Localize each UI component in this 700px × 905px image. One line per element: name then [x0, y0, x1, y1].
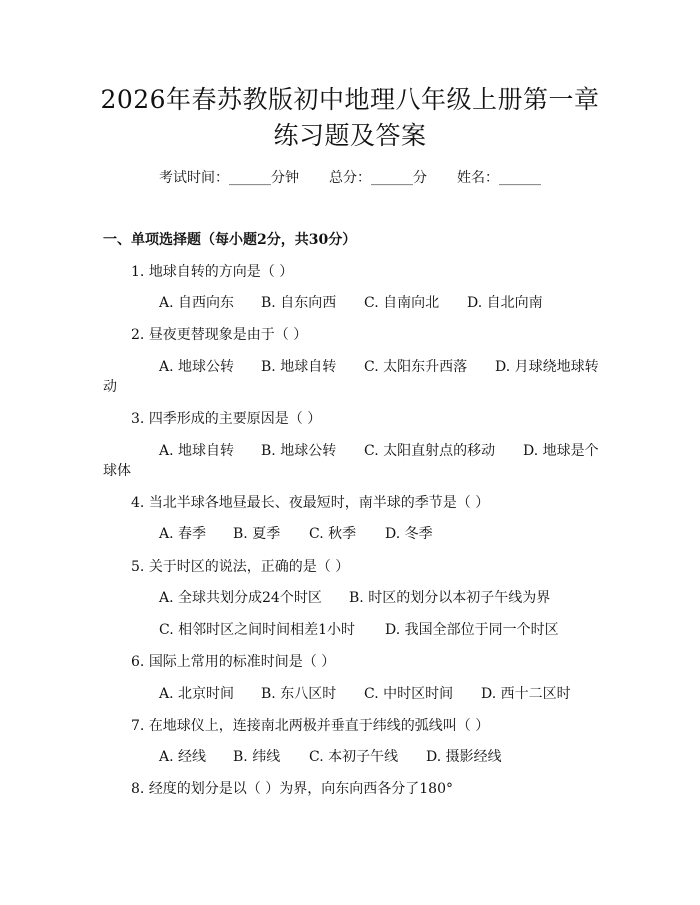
option: D. 自北向南: [467, 295, 543, 311]
option: A. 北京时间: [159, 686, 235, 702]
question-1-options: [159, 293, 543, 313]
option: B. 纬线: [233, 749, 281, 765]
option: D. 摄影经线: [426, 749, 502, 765]
page-title-line-1: 2026年春苏教版初中地理八年级上册第一章: [100, 85, 600, 114]
option: D. 冬季: [385, 526, 433, 542]
option: B. 地球公转: [261, 443, 337, 459]
option: B. 东八区时: [261, 686, 337, 702]
option: B. 地球自转: [261, 359, 337, 375]
question-2-option-wrap: 动: [103, 379, 117, 395]
option: D. 西十二区时: [481, 686, 571, 702]
option: A. 自西向东: [159, 295, 235, 311]
option: D. 地球是个: [523, 443, 599, 459]
option: C. 相邻时区之间时间相差1小时: [159, 622, 356, 638]
exam-time-field: 考试时间：______分钟: [159, 170, 299, 186]
option: C. 秋季: [309, 526, 357, 542]
option: D. 月球绕地球转: [495, 359, 599, 375]
question-3-option-wrap: 球体: [103, 463, 131, 479]
option: B. 夏季: [233, 526, 281, 542]
option: D. 我国全部位于同一个时区: [385, 622, 559, 638]
question-2: 2. 昼夜更替现象是由于（ ）: [131, 327, 308, 343]
option: C. 中时区时间: [364, 686, 454, 702]
option: A. 地球公转: [159, 359, 235, 375]
question-5-options-row-2: [159, 620, 559, 640]
question-5-options-row-1: [159, 588, 550, 608]
page-title-line-2: 练习题及答案: [273, 121, 427, 150]
option: C. 太阳东升西落: [364, 359, 468, 375]
student-name-field: 姓名：______: [457, 170, 541, 186]
option: A. 地球自转: [159, 443, 235, 459]
section-heading: 一、单项选择题（每小题2分，共30分）: [103, 232, 357, 248]
option: C. 太阳直射点的移动: [364, 443, 496, 459]
question-7-options: [159, 747, 502, 767]
question-6-options: [159, 684, 571, 704]
option: B. 自东向西: [261, 295, 337, 311]
option: B. 时区的划分以本初子午线为界: [349, 590, 551, 606]
option: C. 自南向北: [364, 295, 440, 311]
question-2-options: [159, 357, 599, 377]
total-score-field: 总分：______分: [329, 170, 427, 186]
exam-meta: [0, 168, 700, 188]
question-5: 5. 关于时区的说法，正确的是（ ）: [131, 559, 350, 575]
question-4-options: [159, 524, 433, 544]
option: A. 全球共划分成24个时区: [159, 590, 322, 606]
question-6: 6. 国际上常用的标准时间是（ ）: [131, 654, 336, 670]
option: A. 经线: [159, 749, 207, 765]
option: C. 本初子午线: [309, 749, 399, 765]
option: A. 春季: [159, 526, 207, 542]
question-4: 4. 当北半球各地昼最长、夜最短时，南半球的季节是（ ）: [131, 495, 490, 511]
question-8: 8. 经度的划分是以（ ）为界，向东向西各分了180°: [131, 781, 453, 797]
question-3: 3. 四季形成的主要原因是（ ）: [131, 411, 322, 427]
question-1: 1. 地球自转的方向是（ ）: [131, 264, 294, 280]
question-7: 7. 在地球仪上，连接南北两极并垂直于纬线的弧线叫（ ）: [131, 718, 490, 734]
question-3-options: [159, 441, 599, 461]
